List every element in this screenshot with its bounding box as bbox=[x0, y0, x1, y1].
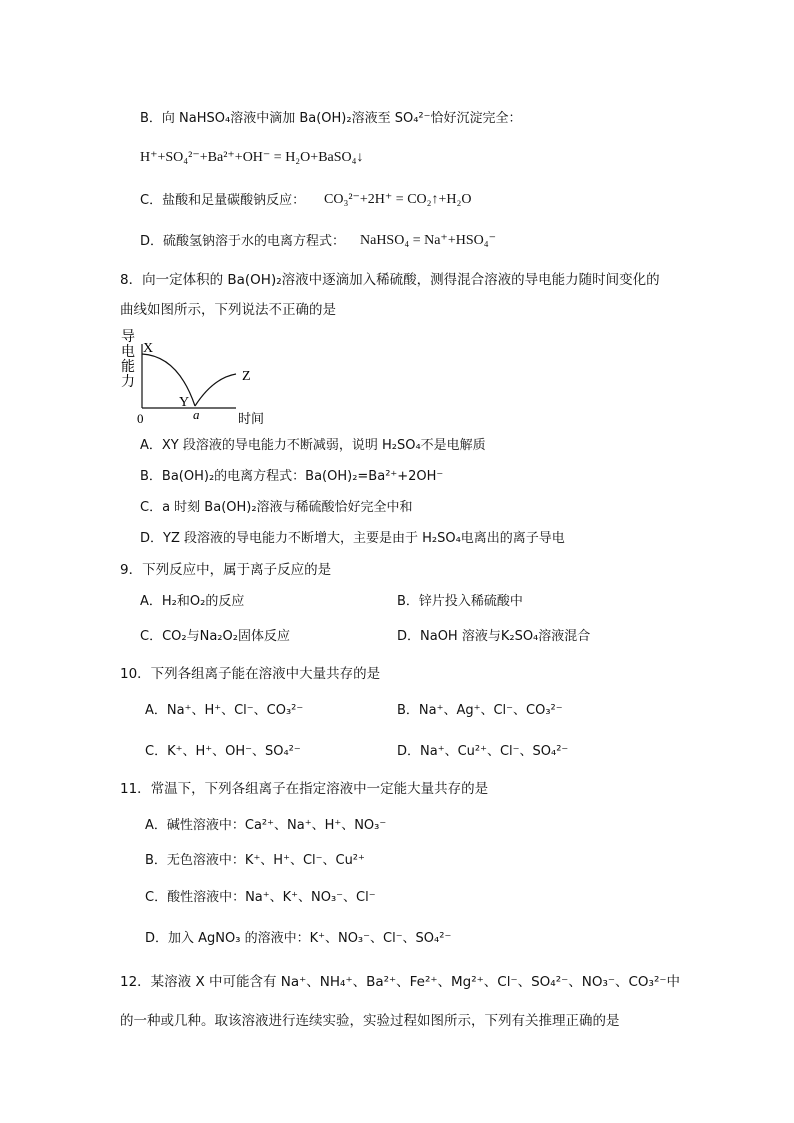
q11-option-c: C．酸性溶液中：Na⁺、K⁺、NO₃⁻、Cl⁻ bbox=[145, 890, 376, 905]
point-z-label: Z bbox=[242, 369, 251, 384]
q10-option-c: C．K⁺、H⁺、OH⁻、SO₄²⁻ bbox=[145, 744, 301, 759]
q9-option-c: C．CO₂与Na₂O₂固体反应 bbox=[140, 629, 290, 644]
q8-option-a: A．XY 段溶液的导电能力不断减弱，说明 H₂SO₄不是电解质 bbox=[140, 438, 486, 453]
q9-stem: 9．下列反应中，属于离子反应的是 bbox=[120, 562, 332, 578]
q7-option-b: B．向 NaHSO₄溶液中滴加 Ba(OH)₂溶液至 SO₄²⁻恰好沉淀完全： bbox=[140, 111, 522, 126]
q9-option-d: D．NaOH 溶液与K₂SO₄溶液混合 bbox=[397, 629, 591, 644]
point-a-label: a bbox=[193, 407, 200, 422]
q8-stem-line2: 曲线如图所示，下列说法不正确的是 bbox=[120, 302, 336, 318]
q11-option-d: D．加入 AgNO₃ 的溶液中：K⁺、NO₃⁻、Cl⁻、SO₄²⁻ bbox=[145, 931, 452, 946]
q11-stem: 11．常温下，下列各组离子在指定溶液中一定能大量共存的是 bbox=[120, 781, 489, 797]
y-axis-label-char: 电 bbox=[121, 345, 135, 360]
q12-stem-line1: 12．某溶液 X 中可能含有 Na⁺、NH₄⁺、Ba²⁺、Fe²⁺、Mg²⁺、Cl⁻、SO₄²⁻、NO₃⁻、CO₃²⁻中 bbox=[120, 974, 680, 990]
q8-option-b: B．Ba(OH)₂的电离方程式：Ba(OH)₂=Ba²⁺+2OH⁻ bbox=[140, 469, 444, 484]
y-axis-label-char: 力 bbox=[121, 375, 135, 390]
q7-option-b-equation: H⁺+SO₄²⁻+Ba²⁺+OH⁻ = H₂O+BaSO₄↓ bbox=[140, 150, 364, 165]
q10-option-d: D．Na⁺、Cu²⁺、Cl⁻、SO₄²⁻ bbox=[397, 744, 569, 759]
q8-option-d: D．YZ 段溶液的导电能力不断增大，主要是由于 H₂SO₄电离出的离子导电 bbox=[140, 531, 565, 546]
origin-label: 0 bbox=[137, 411, 144, 426]
q10-stem: 10．下列各组离子能在溶液中大量共存的是 bbox=[120, 666, 381, 682]
q9-option-a: A．H₂和O₂的反应 bbox=[140, 594, 245, 609]
curve-yz bbox=[195, 374, 236, 406]
q7-option-d-equation: NaHSO₄ = Na⁺+HSO₄⁻ bbox=[360, 233, 496, 248]
y-axis-label-char: 能 bbox=[121, 360, 135, 375]
q7-option-c-equation: CO₃²⁻+2H⁺ = CO₂↑+H₂O bbox=[324, 192, 472, 207]
conductivity-time-graph bbox=[118, 326, 278, 430]
q11-option-a: A．碱性溶液中：Ca²⁺、Na⁺、H⁺、NO₃⁻ bbox=[145, 818, 387, 833]
q10-option-b: B．Na⁺、Ag⁺、Cl⁻、CO₃²⁻ bbox=[397, 703, 563, 718]
q7-option-c: C．盐酸和足量碳酸钠反应： bbox=[140, 193, 306, 208]
q11-option-b: B．无色溶液中：K⁺、H⁺、Cl⁻、Cu²⁺ bbox=[145, 853, 365, 868]
point-x-label: X bbox=[143, 341, 154, 356]
q7-option-d: D．硫酸氢钠溶于水的电离方程式： bbox=[140, 234, 346, 249]
q8-stem-line1: 8．向一定体积的 Ba(OH)₂溶液中逐滴加入稀硫酸，测得混合溶液的导电能力随时间变化的 bbox=[120, 272, 660, 288]
y-axis-label-char: 导 bbox=[121, 330, 135, 345]
x-axis-label: 时间 bbox=[238, 411, 265, 426]
q8-option-c: C．a 时刻 Ba(OH)₂溶液与稀硫酸恰好完全中和 bbox=[140, 500, 413, 515]
q10-option-a: A．Na⁺、H⁺、Cl⁻、CO₃²⁻ bbox=[145, 703, 304, 718]
point-y-label: Y bbox=[179, 395, 190, 410]
q12-stem-line2: 的一种或几种。取该溶液进行连续实验，实验过程如图所示，下列有关推理正确的是 bbox=[120, 1013, 620, 1029]
q9-option-b: B．锌片投入稀硫酸中 bbox=[397, 594, 523, 609]
